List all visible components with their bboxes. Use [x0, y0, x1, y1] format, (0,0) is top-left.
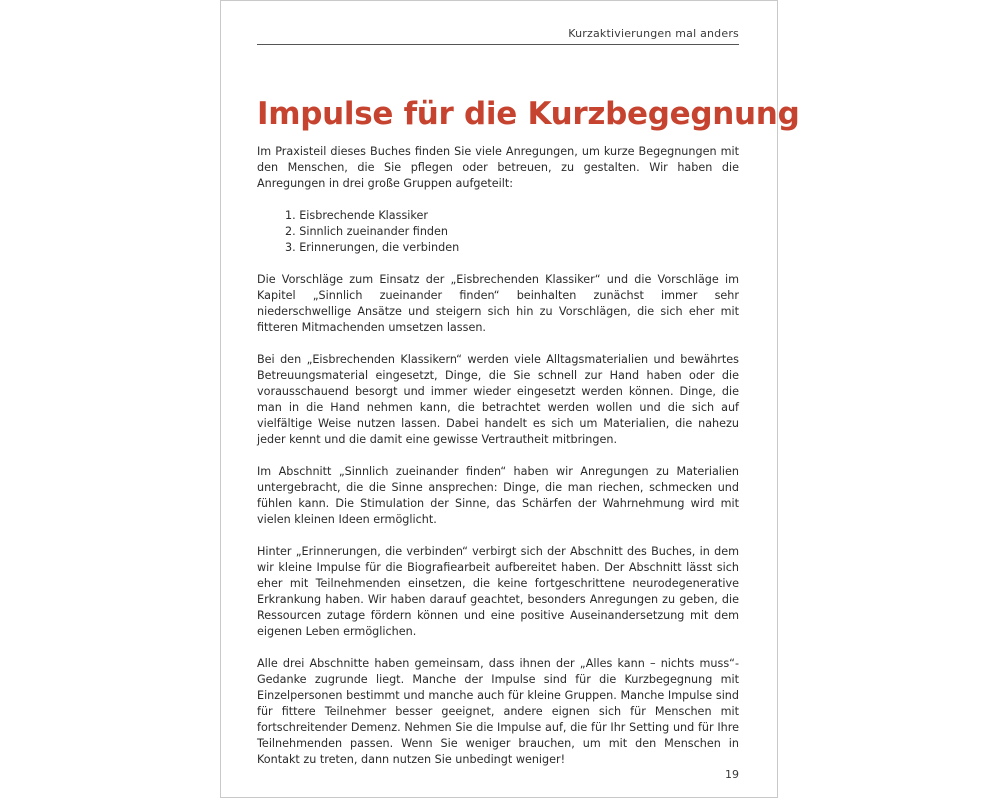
- running-header: Kurzaktivierungen mal anders: [568, 27, 739, 40]
- body-text: [257, 144, 739, 784]
- intro-paragraph: Im Praxisteil dieses Buches finden Sie viele Anregungen, um kurze Begegnungen mit den Menschen, die Sie pflegen oder betreuen, zu gestalten. Wir haben die Anregungen in drei große Gruppen aufgeteilt:: [257, 145, 739, 190]
- paragraph: Die Vorschläge zum Einsatz der „Eisbrechenden Klassiker“ und die Vorschläge im Kapitel „Sinnlich zueinander finden“ beinhalten zunächst immer sehr niederschwellige Ansätze und steigern sich hin zu Vorschlägen, die sich eher mit fitteren Mitmachenden umsetzen lassen.: [257, 273, 739, 334]
- book-page: [220, 0, 800, 798]
- paragraph: Bei den „Eisbrechenden Klassikern“ werden viele Alltagsmaterialien und bewährtes Betreuungsmaterial eingesetzt, Dinge, die Sie schnell zur Hand haben oder die vorausschauend besorgt und immer wieder eingesetzt werden können. Dinge, die man in die Hand nehmen kann, die betrachtet werden wollen und die sich auf vielfältige Weise nutzen lassen. Dabei handelt es sich um Materialien, die nahezu jeder kennt und die damit eine gewisse Vertrautheit mitbringen.: [257, 353, 739, 446]
- chapter-title: Impulse für die Kurzbegegnung: [257, 96, 800, 132]
- page-number: 19: [725, 768, 739, 781]
- list-item: 3. Erinnerungen, die verbinden: [285, 241, 460, 254]
- group-list: [257, 208, 739, 256]
- list-item: 1. Eisbrechende Klassiker: [285, 209, 428, 222]
- paragraph: Im Abschnitt „Sinnlich zueinander finden“ haben wir Anregungen zu Materialien untergebracht, die die Sinne ansprechen: Dinge, die man riechen, schmecken und fühlen kann. Die Stimulation der Sinne, das Schärfen der Wahrnehmung wird mit vielen kleinen Ideen ermöglicht.: [257, 465, 739, 526]
- header-rule: [257, 44, 739, 45]
- list-item: 2. Sinnlich zueinander finden: [285, 225, 448, 238]
- paragraph: Hinter „Erinnerungen, die verbinden“ verbirgt sich der Abschnitt des Buches, in dem wir kleine Impulse für die Biografiearbeit aufbereitet haben. Der Abschnitt lässt sich eher mit Teilnehmenden einsetzen, die keine fortgeschrittene neurodegenerative Erkrankung haben. Wir haben darauf geachtet, besonders Anregungen zu geben, die Ressourcen zutage fördern können und eine positive Auseinandersetzung mit dem eigenen Leben ermöglichen.: [257, 545, 739, 638]
- paragraph: Alle drei Abschnitte haben gemeinsam, dass ihnen der „Alles kann – nichts muss“-Gedanke zugrunde liegt. Manche der Impulse sind für die Kurzbegegnung mit Einzelpersonen bestimmt und manche auch für kleine Gruppen. Manche Impulse sind für fittere Teilnehmer besser geeignet, andere eignen sich für Menschen mit fortschreitender Demenz. Nehmen Sie die Impulse auf, die für Ihr Setting und für Ihre Teilnehmenden passen. Wenn Sie weniger brauchen, um mit den Menschen in Kontakt zu treten, dann nutzen Sie unbedingt weniger!: [257, 657, 739, 766]
